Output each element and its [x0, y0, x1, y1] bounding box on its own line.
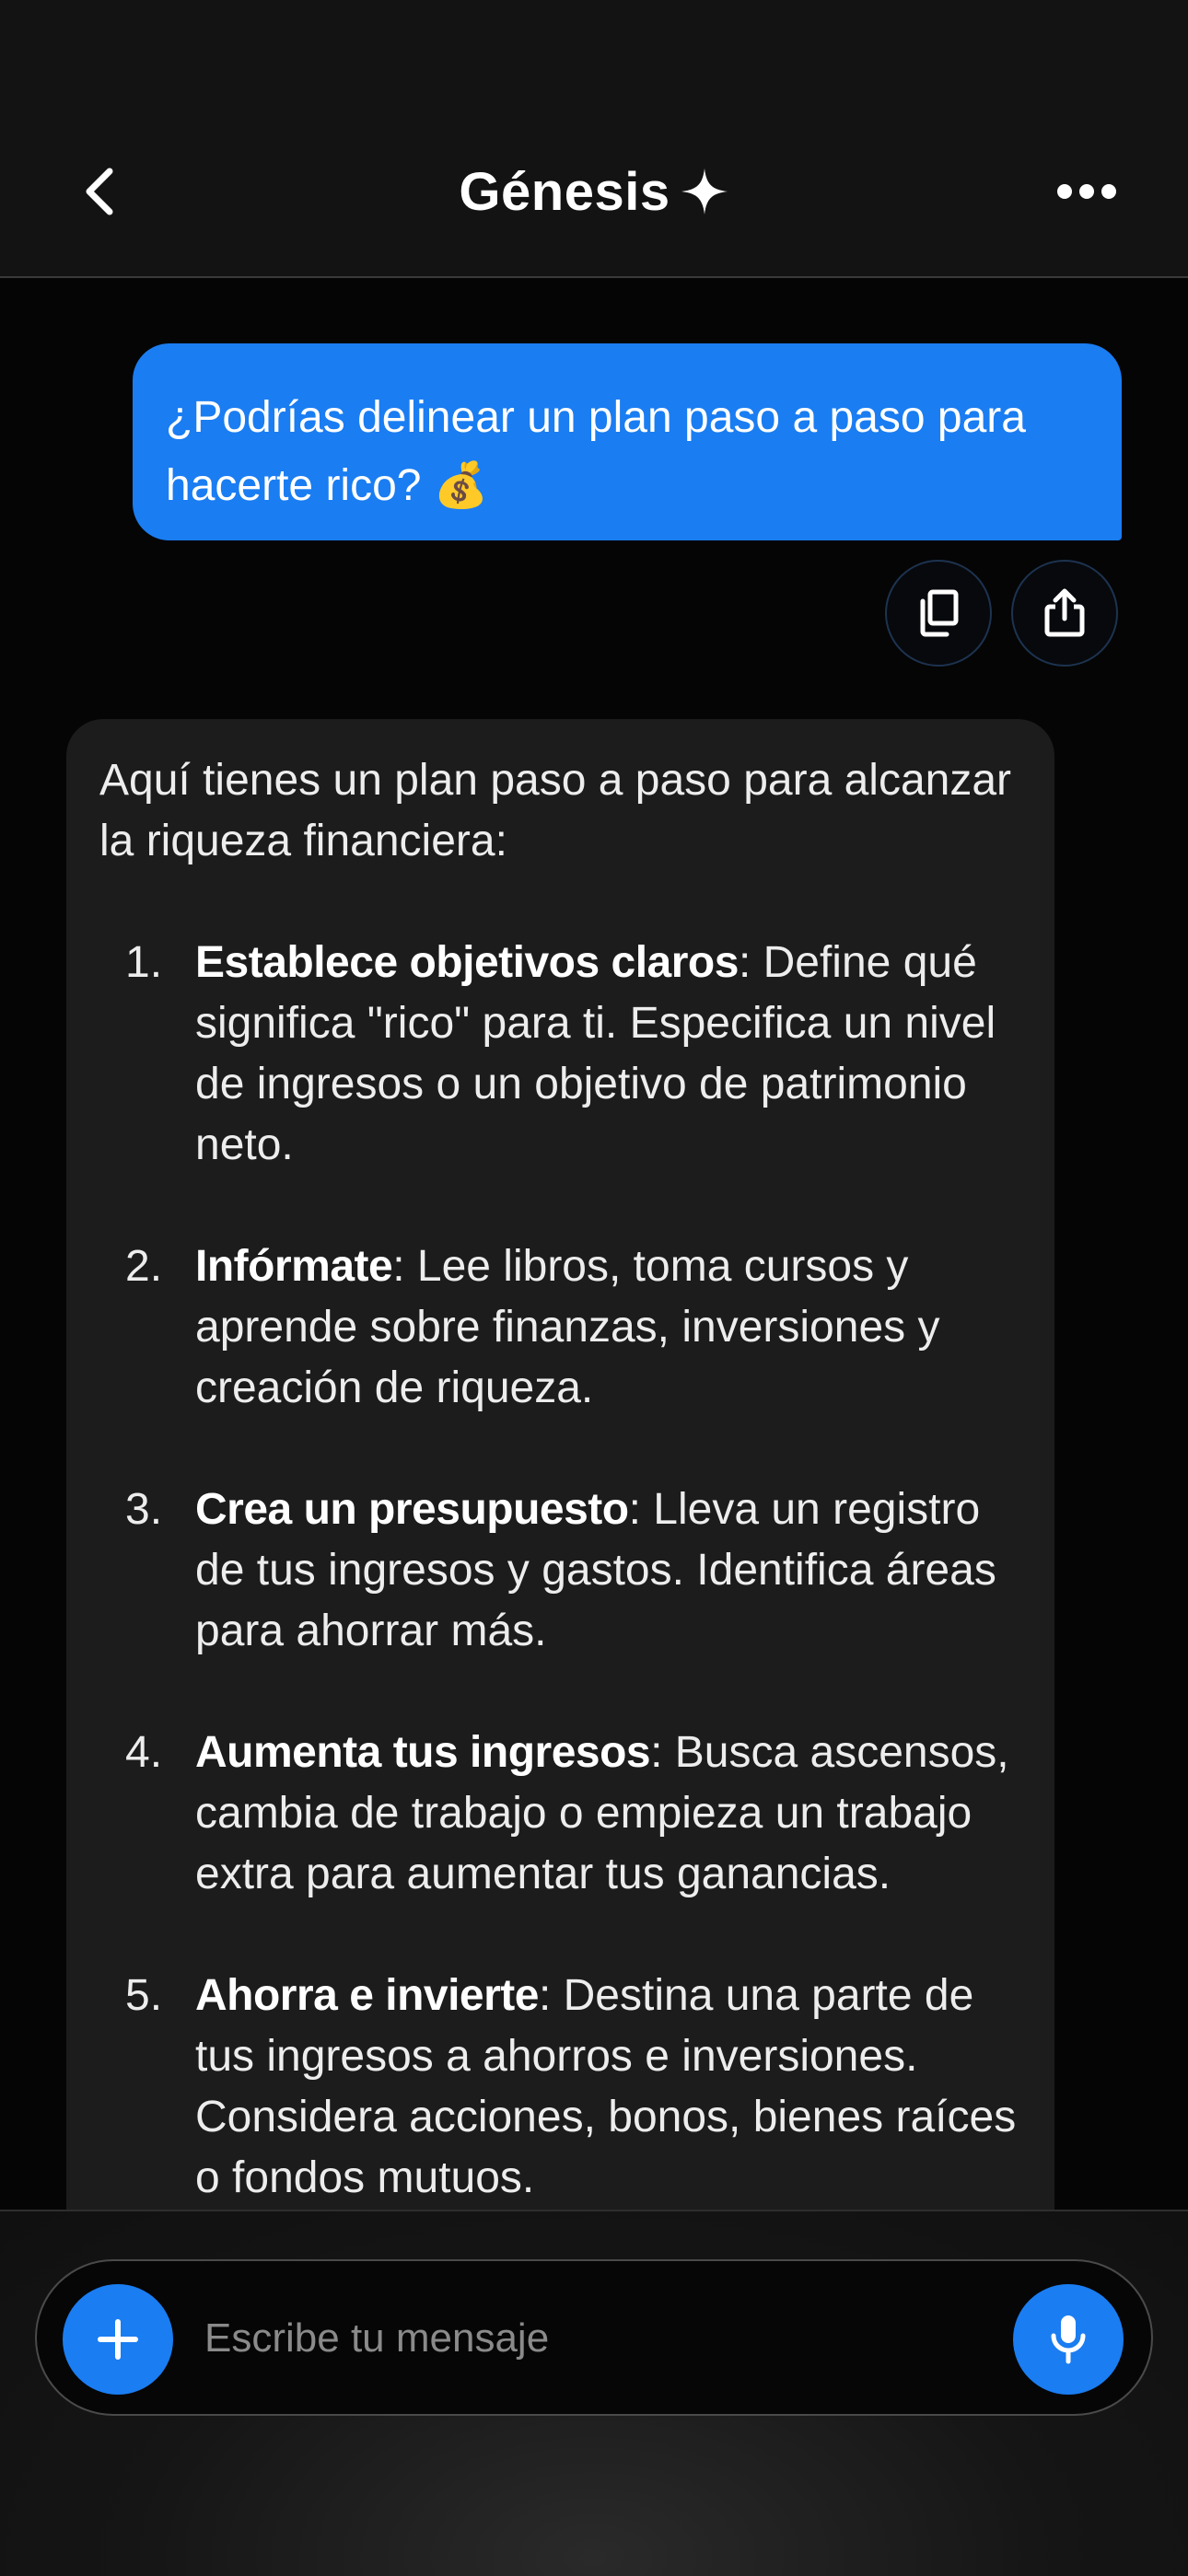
voice-input-button[interactable]: [1013, 2284, 1124, 2395]
list-item-number: 1.: [125, 938, 163, 987]
assistant-intro-text: Aquí tienes un plan paso a paso para alcanzar la riqueza financiera:: [99, 756, 1012, 865]
add-attachment-button[interactable]: [63, 2284, 173, 2395]
list-item-number: 4.: [125, 1728, 163, 1777]
share-button[interactable]: [1011, 560, 1118, 667]
list-item-number: 2.: [125, 1242, 163, 1291]
list-item: [99, 1723, 1021, 1905]
user-message-bubble: [133, 343, 1122, 540]
list-item-content: [179, 1723, 1021, 1905]
list-item: [99, 1236, 1021, 1419]
list-item: [99, 933, 1021, 1176]
assistant-message-bubble: [66, 719, 1054, 2247]
more-horizontal-icon: [1056, 183, 1117, 200]
list-item-text: : Busca ascensos, cambia de trabajo o empieza un trabajo extra para aumentar tus ganancias.: [195, 1728, 1009, 1898]
list-item-number: 3.: [125, 1485, 163, 1534]
top-bar: [0, 0, 1188, 278]
chat-title: Génesis: [459, 161, 670, 222]
list-item-text: : Destina una parte de tus ingresos a ahorros e inversiones. Considera acciones, bonos, bienes raíces o fondos mutuos.: [195, 1971, 1017, 2202]
list-item-title: Aumenta tus ingresos: [195, 1728, 651, 1777]
microphone-icon: [1050, 2314, 1087, 2365]
list-item-content: [179, 1966, 1021, 2209]
list-item-text: : Lee libros, toma cursos y aprende sobre finanzas, inversiones y creación de riqueza.: [195, 1242, 940, 1412]
list-item-text: : Lleva un registro de tus ingresos y gastos. Identifica áreas para ahorrar más.: [195, 1485, 996, 1655]
sparkle-icon: [680, 167, 729, 216]
list-item-number: 5.: [125, 1971, 163, 2020]
list-item-content: [179, 1479, 1021, 1662]
list-item-title: Establece objetivos claros: [195, 938, 739, 987]
list-item-title: Crea un presupuesto: [195, 1485, 629, 1534]
list-item: [99, 1479, 1021, 1662]
list-item-title: Ahorra e invierte: [195, 1971, 539, 2020]
title-group: [0, 157, 1188, 226]
list-item-title: Infórmate: [195, 1242, 393, 1291]
list-item-content: [179, 933, 1021, 1176]
plus-icon: [96, 2317, 140, 2361]
copy-icon: [917, 589, 960, 637]
user-message-text: ¿Podrías delinear un plan paso a paso para hacerte rico? 💰: [166, 393, 1026, 510]
list-item: [99, 1966, 1021, 2209]
list-item-text: : Define qué significa "rico" para ti. Especifica un nivel de ingresos o un objetivo de patrimonio neto.: [195, 938, 996, 1169]
message-input[interactable]: [204, 2302, 969, 2375]
list-item-content: [179, 1236, 1021, 1419]
more-options-button[interactable]: [1050, 166, 1124, 217]
share-icon: [1043, 588, 1086, 638]
copy-button[interactable]: [885, 560, 992, 667]
